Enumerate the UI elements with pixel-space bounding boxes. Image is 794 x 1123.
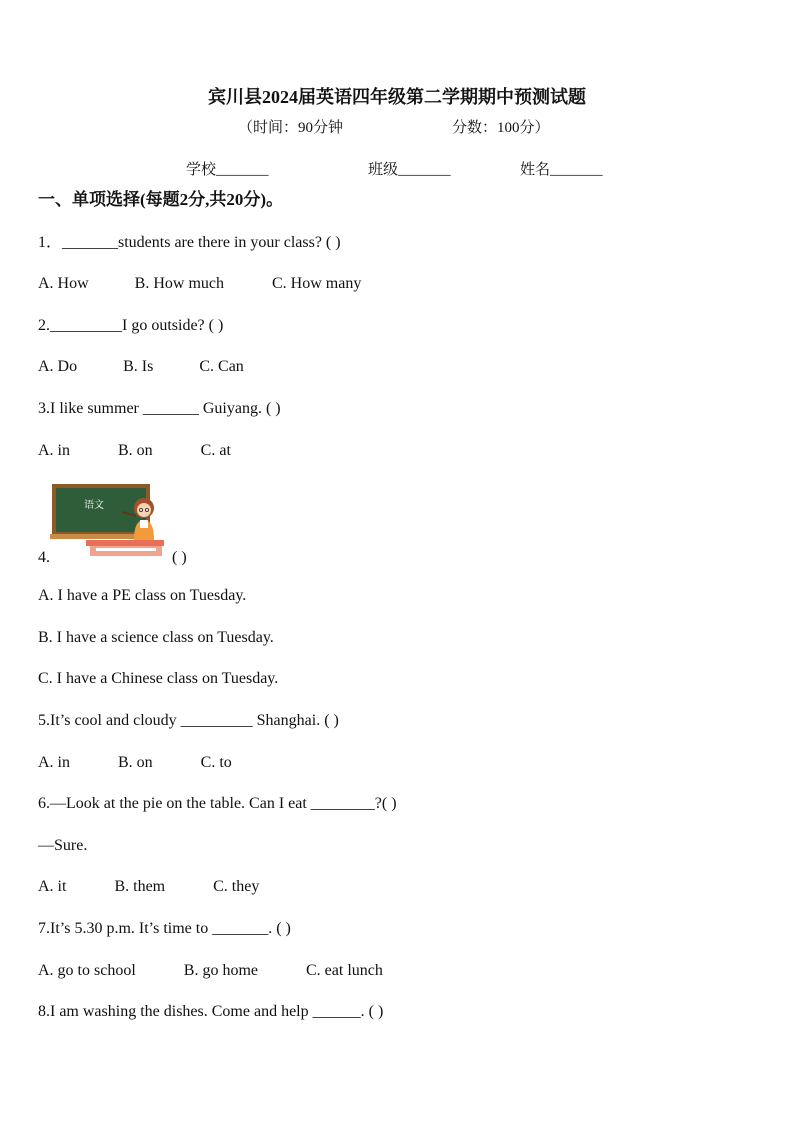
question-3-options	[38, 441, 231, 461]
option-c: C. Can	[199, 358, 244, 375]
option-a: A. go to school	[38, 962, 136, 979]
question-7-options	[38, 961, 383, 981]
section-heading: 一、单项选择(每题2分,共20分)。	[38, 190, 284, 209]
question-7: 7.It’s 5.30 p.m. It’s time to _______. ( )	[38, 920, 291, 937]
option-b: B. go home	[183, 962, 258, 979]
question-4-paren: ( )	[172, 549, 187, 566]
question-2-options	[38, 357, 244, 377]
option-b: B. How much	[134, 275, 224, 292]
school-field: 学校_______	[186, 162, 269, 178]
option-c: C. to	[200, 754, 232, 771]
question-4-option-a: A. I have a PE class on Tuesday.	[38, 587, 247, 604]
question-5-options	[38, 753, 232, 773]
question-2: 2._________I go outside? ( )	[38, 317, 224, 334]
option-b: B. on	[118, 442, 153, 459]
option-a: A. it	[38, 878, 67, 895]
question-6: 6.—Look at the pie on the table. Can I eat ________?( )	[38, 795, 397, 812]
question-8: 8.I am washing the dishes. Come and help ______. ( )	[38, 1003, 384, 1020]
page-title: 宾川县2024届英语四年级第二学期期中预测试题	[208, 87, 586, 107]
option-c: C. eat lunch	[306, 962, 383, 979]
option-c: C. How many	[272, 275, 362, 292]
question-4: 4.	[38, 549, 50, 566]
teacher-blackboard-illustration	[50, 482, 168, 560]
question-4-option-c: C. I have a Chinese class on Tuesday.	[38, 670, 279, 687]
question-4-option-b: B. I have a science class on Tuesday.	[38, 629, 274, 646]
option-c: C. at	[200, 442, 231, 459]
option-a: A. Do	[38, 358, 78, 375]
question-5: 5.It’s cool and cloudy _________ Shanghai. ( )	[38, 712, 339, 729]
question-6-reply: —Sure.	[38, 837, 88, 854]
board-text: 语文	[84, 500, 104, 511]
exam-time: （时间：90分钟	[238, 120, 344, 136]
option-a: A. in	[38, 754, 70, 771]
option-c: C. they	[213, 878, 260, 895]
option-b: B. Is	[123, 358, 154, 375]
question-3: 3.I like summer _______ Guiyang. ( )	[38, 400, 281, 417]
class-field: 班级_______	[368, 162, 451, 178]
option-a: A. How	[38, 275, 89, 292]
option-b: B. on	[118, 754, 153, 771]
option-a: A. in	[38, 442, 70, 459]
option-b: B. them	[114, 878, 166, 895]
question-1: 1．_______students are there in your class? ( )	[38, 234, 341, 251]
name-field: 姓名_______	[520, 162, 603, 178]
question-6-options	[38, 877, 259, 897]
question-1-options	[38, 274, 361, 294]
exam-score: 分数：100分）	[452, 120, 550, 136]
